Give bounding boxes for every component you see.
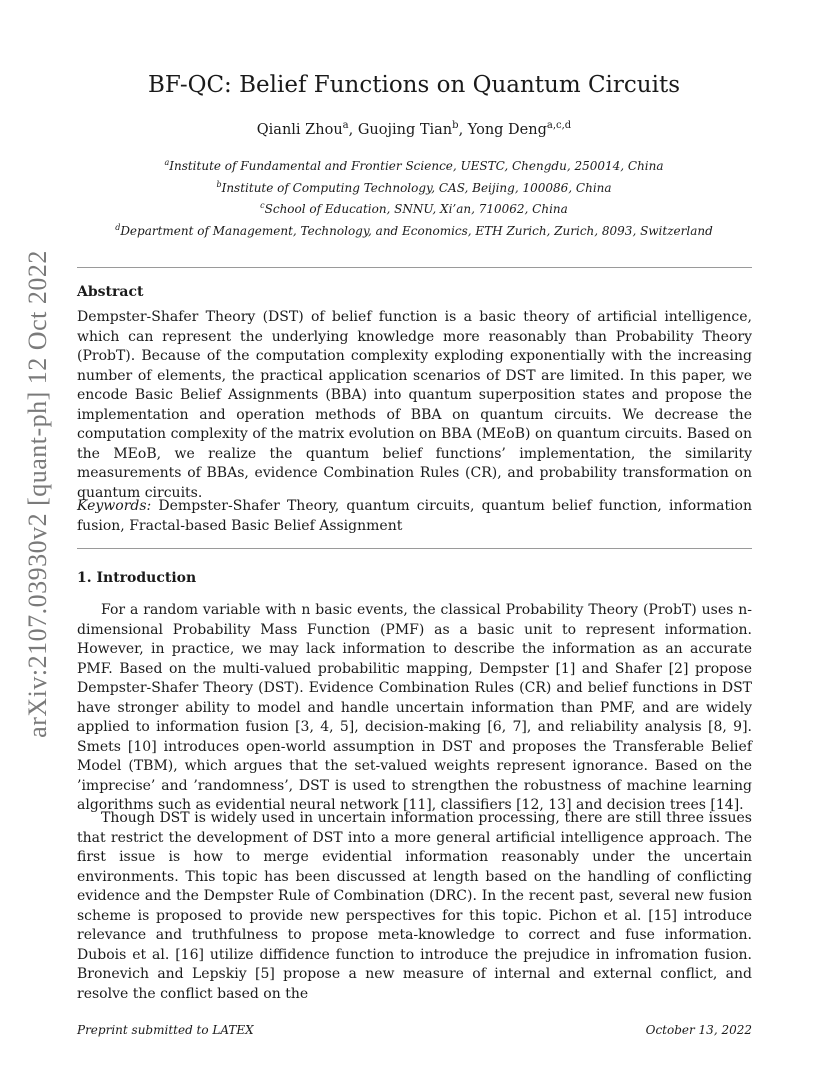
author-affiliation-mark: b: [452, 120, 459, 131]
affiliation-mark: c: [260, 201, 265, 210]
affiliation-text: School of Education, SNNU, Xi’an, 710062, China: [264, 202, 568, 216]
paper-title: BF-QC: Belief Functions on Quantum Circuits: [148, 72, 680, 98]
affiliation-text: Department of Management, Technology, and Economics, ETH Zurich, Zurich, 8093, Switzerland: [120, 223, 713, 238]
author-name: Yong Deng: [467, 121, 547, 138]
author-name: Qianli Zhou: [256, 121, 343, 138]
author-affiliation-mark: a: [342, 120, 349, 131]
intro-paragraph-1: For a random variable with n basic events, the classical Probability Theory (ProbT) uses n-dimensional Probability Mass Function (PMF) as a basic unit to represent information. However, in practice, we may lack information to describe the information as an accurate PMF. Based on the multi-valued probabilitic mapping, Dempster [1] and Shafer [2] propose Dempster-Shafer Theory (DST). Evidence Combination Rules (CR) and belief functions in DST have stronger ability to model and handle uncertain information than PMF, and are widely applied to information fusion [3, 4, 5], decision-making [6, 7], and reliability analysis [8, 9]. Smets [10] introduces open-world assumption in DST and proposes the Transferable Belief Model (TBM), which argues that the set-valued weights represent ignorance. Based on the ’imprecise’ and ’randomness’, DST is used to strengthen the robustness of machine learning algorithms such as evidential neural network [11], classifiers [12, 13] and decision trees [14].: [77, 602, 752, 813]
affiliation-line: [0, 154, 828, 176]
footer-preprint-note: Preprint submitted to LATEX: [77, 1023, 254, 1037]
abstract-heading: Abstract: [77, 284, 144, 300]
keywords-text: Dempster-Shafer Theory, quantum circuits, quantum belief function, information fusion, Fractal-based Basic Belief Assignment: [77, 498, 753, 534]
section-heading-introduction: 1. Introduction: [77, 570, 197, 586]
bottom-divider: [77, 548, 752, 549]
affiliation-mark: a: [164, 158, 170, 167]
affiliation-text: Institute of Fundamental and Frontier Science, UESTC, Chengdu, 250014, China: [169, 159, 664, 173]
affiliation-line: [0, 197, 828, 219]
affiliation-line: [0, 176, 828, 198]
keywords: [77, 497, 752, 536]
affiliation-line: [0, 219, 828, 241]
author-name: Guojing Tian: [357, 121, 453, 138]
author-list: Qianli Zhou$^a$, Guojing Tian$^b$, Yong Deng$^{a,c,d}$: [256, 120, 572, 138]
author-affiliation-mark: a,c,d: [546, 120, 572, 131]
arxiv-sidebar-stamp: [23, 250, 53, 738]
intro-paragraph-2: Though DST is widely used in uncertain information processing, there are still three issues that restrict the development of DST into a more general artificial intelligence approach. The first issue is how to merge evidential information reasonably under the uncertain environments. This topic has been discussed at length based on the handling of conflicting evidence and the Dempster Rule of Combination (DRC). In the recent past, several new fusion scheme is proposed to provide new perspectives for this topic. Pichon et al. [15] introduce relevance and truthfulness to propose meta-knowledge to correct and fuse information. Dubois et al. [16] utilize diffidence function to introduce the prejudice in infromation fusion. Bronevich and Lepskiy [5] propose a new measure of internal and external conflict, and resolve the conflict based on the: [77, 810, 752, 1002]
arxiv-identifier: arXiv:2107.03930v2 [quant-ph] 12 Oct 2022: [23, 250, 52, 738]
abstract-text: Dempster-Shafer Theory (DST) of belief function is a basic theory of artificial intelligence, which can represent the underlying knowledge more reasonably than Probability Theory (ProbT). Because of the computation complexity exploding exponentially with the increasing number of elements, the practical application scenarios of DST are limited. In this paper, we encode Basic Belief Assignments (BBA) into quantum superposition states and propose the implementation and operation methods of BBA on quantum circuits. We decrease the computation complexity of the matrix evolution on BBA (MEoB) on quantum circuits. Based on the MEoB, we realize the quantum belief functions’ implementation, the similarity measurements of BBAs, evidence Combination Rules (CR), and probability transformation on quantum circuits.: [77, 309, 752, 501]
affiliation-mark: d: [115, 222, 121, 232]
top-divider: [77, 267, 752, 268]
affiliations: [0, 154, 828, 240]
footer-date: October 13, 2022: [645, 1023, 752, 1037]
affiliation-text: Institute of Computing Technology, CAS, Beijing, 100086, China: [221, 180, 612, 195]
keywords-label: Keywords:: [77, 498, 152, 514]
affiliation-mark: b: [216, 179, 222, 189]
